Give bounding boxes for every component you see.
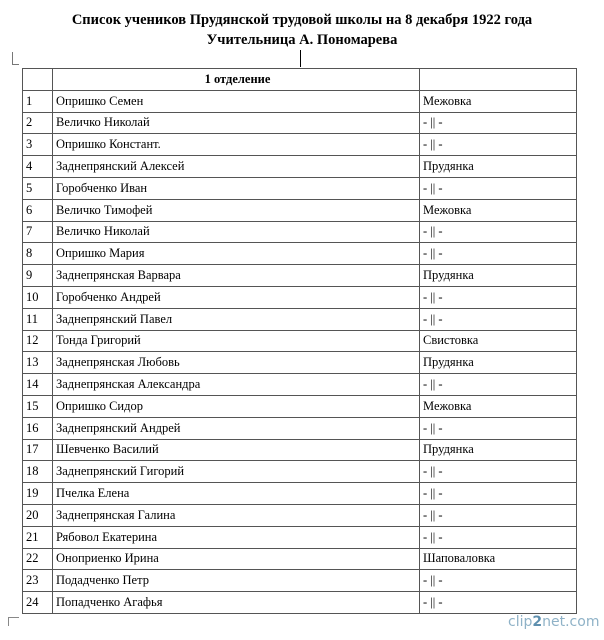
- student-name[interactable]: Заднепрянский Гигорий: [53, 461, 420, 483]
- row-number[interactable]: 16: [23, 417, 53, 439]
- village-name[interactable]: - || -: [420, 134, 577, 156]
- village-name[interactable]: - || -: [420, 570, 577, 592]
- student-name[interactable]: Заднепрянский Алексей: [53, 156, 420, 178]
- document-title: Список учеников Прудянской трудовой школы на 8 декабря 1922 года: [71, 12, 533, 28]
- village-name[interactable]: Шаповаловка: [420, 548, 577, 570]
- row-number[interactable]: 11: [23, 308, 53, 330]
- table-row: [23, 483, 577, 505]
- table-row: [23, 395, 577, 417]
- table-row: [23, 308, 577, 330]
- row-number[interactable]: 1: [23, 90, 53, 112]
- row-number[interactable]: 12: [23, 330, 53, 352]
- margin-corner-mark: [12, 52, 19, 65]
- text-cursor: [300, 50, 301, 67]
- table-row: [23, 199, 577, 221]
- row-number[interactable]: 19: [23, 483, 53, 505]
- document-header: [0, 10, 604, 50]
- row-number[interactable]: 10: [23, 286, 53, 308]
- row-number[interactable]: 4: [23, 156, 53, 178]
- village-name[interactable]: - || -: [420, 308, 577, 330]
- row-number[interactable]: 18: [23, 461, 53, 483]
- village-name[interactable]: Свистовка: [420, 330, 577, 352]
- village-name[interactable]: Прудянка: [420, 156, 577, 178]
- row-number[interactable]: 21: [23, 526, 53, 548]
- student-name[interactable]: Заднепрянский Андрей: [53, 417, 420, 439]
- table-row: [23, 243, 577, 265]
- row-number[interactable]: 8: [23, 243, 53, 265]
- village-name[interactable]: Межовка: [420, 199, 577, 221]
- student-name[interactable]: Попадченко Агафья: [53, 592, 420, 614]
- village-name[interactable]: - || -: [420, 504, 577, 526]
- student-name[interactable]: Рябовол Екатерина: [53, 526, 420, 548]
- table-row: [23, 90, 577, 112]
- table-row: [23, 112, 577, 134]
- student-name[interactable]: Заднепрянская Любовь: [53, 352, 420, 374]
- village-name[interactable]: - || -: [420, 286, 577, 308]
- row-number[interactable]: 2: [23, 112, 53, 134]
- table-row: [23, 548, 577, 570]
- section-heading[interactable]: 1 отделение: [53, 69, 420, 91]
- student-name[interactable]: Величко Николай: [53, 112, 420, 134]
- village-name[interactable]: - || -: [420, 417, 577, 439]
- village-name[interactable]: Прудянка: [420, 265, 577, 287]
- row-number[interactable]: 14: [23, 374, 53, 396]
- row-number[interactable]: 13: [23, 352, 53, 374]
- student-name[interactable]: Опришко Семен: [53, 90, 420, 112]
- student-name[interactable]: Заднепрянская Варвара: [53, 265, 420, 287]
- page-corner-mark: [8, 617, 19, 626]
- village-name[interactable]: Прудянка: [420, 352, 577, 374]
- student-name[interactable]: Заднепрянская Галина: [53, 504, 420, 526]
- table-row: [23, 286, 577, 308]
- village-name[interactable]: - || -: [420, 461, 577, 483]
- row-number[interactable]: 9: [23, 265, 53, 287]
- table-row: [23, 592, 577, 614]
- table-row: [23, 417, 577, 439]
- village-name[interactable]: - || -: [420, 526, 577, 548]
- row-number[interactable]: 22: [23, 548, 53, 570]
- table-row: [23, 221, 577, 243]
- row-number[interactable]: 7: [23, 221, 53, 243]
- village-name[interactable]: Прудянка: [420, 439, 577, 461]
- student-name[interactable]: Заднепрянский Павел: [53, 308, 420, 330]
- table-row: [23, 461, 577, 483]
- table-row: [23, 374, 577, 396]
- table-row: [23, 156, 577, 178]
- student-name[interactable]: Величко Тимофей: [53, 199, 420, 221]
- village-name[interactable]: Межовка: [420, 395, 577, 417]
- row-number[interactable]: 3: [23, 134, 53, 156]
- village-name[interactable]: - || -: [420, 243, 577, 265]
- teacher-line: Учительница А. Пономарева: [206, 32, 398, 48]
- student-name[interactable]: Пчелка Елена: [53, 483, 420, 505]
- table-row: [23, 352, 577, 374]
- table-row: [23, 177, 577, 199]
- village-name[interactable]: Межовка: [420, 90, 577, 112]
- village-name[interactable]: - || -: [420, 592, 577, 614]
- student-name[interactable]: Горобченко Андрей: [53, 286, 420, 308]
- header-cell-village[interactable]: [420, 69, 577, 91]
- student-name[interactable]: Шевченко Василий: [53, 439, 420, 461]
- student-name[interactable]: Опришко Мария: [53, 243, 420, 265]
- student-name[interactable]: Заднепрянская Александра: [53, 374, 420, 396]
- row-number[interactable]: 15: [23, 395, 53, 417]
- student-name[interactable]: Опришко Сидор: [53, 395, 420, 417]
- student-name[interactable]: Тонда Григорий: [53, 330, 420, 352]
- student-name[interactable]: Оноприенко Ирина: [53, 548, 420, 570]
- table-row: [23, 265, 577, 287]
- village-name[interactable]: - || -: [420, 374, 577, 396]
- row-number[interactable]: 24: [23, 592, 53, 614]
- village-name[interactable]: - || -: [420, 221, 577, 243]
- row-number[interactable]: 23: [23, 570, 53, 592]
- row-number[interactable]: 17: [23, 439, 53, 461]
- table-row: [23, 526, 577, 548]
- student-name[interactable]: Опришко Констант.: [53, 134, 420, 156]
- table-row: [23, 439, 577, 461]
- student-name[interactable]: Подадченко Петр: [53, 570, 420, 592]
- table-header-row: [23, 69, 577, 91]
- table-row: [23, 504, 577, 526]
- header-cell-number[interactable]: [23, 69, 53, 91]
- village-name[interactable]: - || -: [420, 112, 577, 134]
- village-name[interactable]: - || -: [420, 177, 577, 199]
- table-row: [23, 570, 577, 592]
- student-name[interactable]: Величко Николай: [53, 221, 420, 243]
- student-name[interactable]: Горобченко Иван: [53, 177, 420, 199]
- student-table: [22, 68, 577, 614]
- village-name[interactable]: - || -: [420, 483, 577, 505]
- table-row: [23, 134, 577, 156]
- watermark-logo: clip2net.com: [508, 614, 600, 630]
- row-number[interactable]: 20: [23, 504, 53, 526]
- row-number[interactable]: 6: [23, 199, 53, 221]
- row-number[interactable]: 5: [23, 177, 53, 199]
- table-row: [23, 330, 577, 352]
